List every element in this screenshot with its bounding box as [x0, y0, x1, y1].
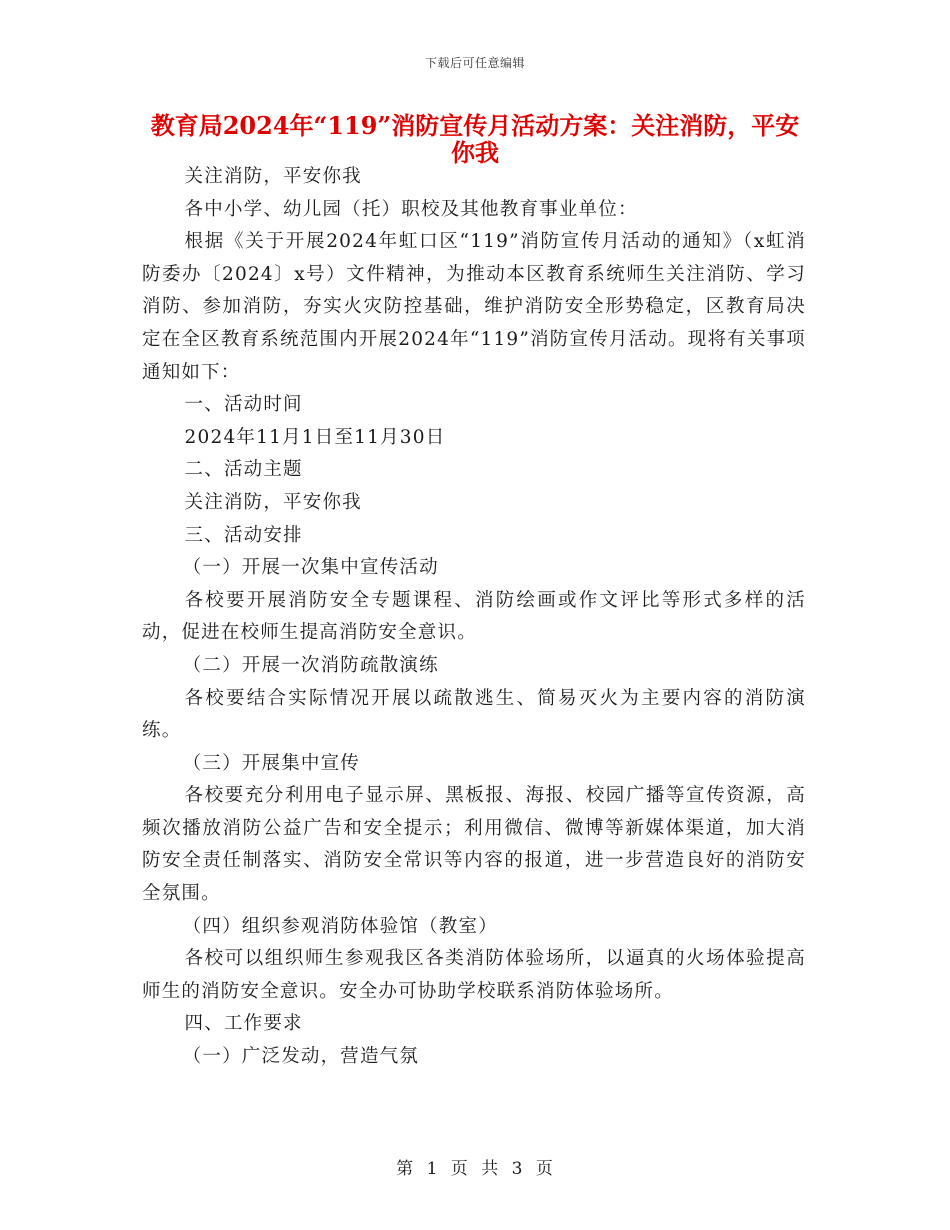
subheading-requirement-1: （一）广泛发动，营造气氛 [182, 1046, 420, 1068]
header-note: 下载后可任意编辑 [424, 56, 525, 70]
paragraph-arrangement-4: 各校可以组织师生参观我区各类消防体验场所，以逼真的火场体验提高师生的消防安全意识。安全办可协助学校联系消防体验场所。 [142, 948, 806, 1002]
document-title: 教育局2024年“119”消防宣传月活动方案：关注消防，平安你我 [150, 111, 800, 167]
paragraph-addressee: 各中小学、幼儿园（托）职校及其他教育事业单位： [184, 198, 638, 220]
heading-work-requirements: 四、工作要求 [184, 1013, 303, 1035]
heading-activity-theme: 二、活动主题 [184, 459, 303, 481]
heading-activity-arrangement: 三、活动安排 [184, 524, 303, 546]
paragraph-intro: 根据《关于开展2024年虹口区“119”消防宣传月活动的通知》（x虹消防委办〔2024〕x号）文件精神，为推动本区教育系统师生关注消防、学习消防、参加消防，夯实火灾防控基础，维护消防安全形势稳定，区教育局决定在全区教育系统范围内开展2024年“119”消防宣传月活动。现将有关事项通知如下： [142, 231, 806, 383]
subheading-2: （二）开展一次消防疏散演练 [182, 654, 439, 676]
subheading-4: （四）组织参观消防体验馆（教室） [182, 915, 498, 937]
paragraph-activity-theme: 关注消防，平安你我 [184, 491, 362, 513]
subheading-1: （一）开展一次集中宣传活动 [182, 557, 439, 579]
paragraph-arrangement-2: 各校要结合实际情况开展以疏散逃生、简易灭火为主要内容的消防演练。 [142, 687, 806, 742]
document-body [142, 161, 806, 1074]
page-footer: 第 1 页 共 3 页 [396, 1159, 554, 1179]
paragraph-activity-time: 2024年11月1日至11月30日 [184, 426, 446, 448]
paragraph-arrangement-3: 各校要充分利用电子显示屏、黑板报、海报、校园广播等宣传资源，高频次播放消防公益广告和安全提示；利用微信、微博等新媒体渠道，加大消防安全责任制落实、消防安全常识等内容的报道，进一步营造良好的消防安全氛围。 [142, 785, 806, 905]
paragraph-arrangement-1: 各校要开展消防安全专题课程、消防绘画或作文评比等形式多样的活动，促进在校师生提高消防安全意识。 [142, 589, 806, 644]
subheading-3: （三）开展集中宣传 [182, 752, 360, 774]
paragraph-theme-line: 关注消防，平安你我 [184, 166, 362, 187]
heading-activity-time: 一、活动时间 [184, 394, 303, 416]
